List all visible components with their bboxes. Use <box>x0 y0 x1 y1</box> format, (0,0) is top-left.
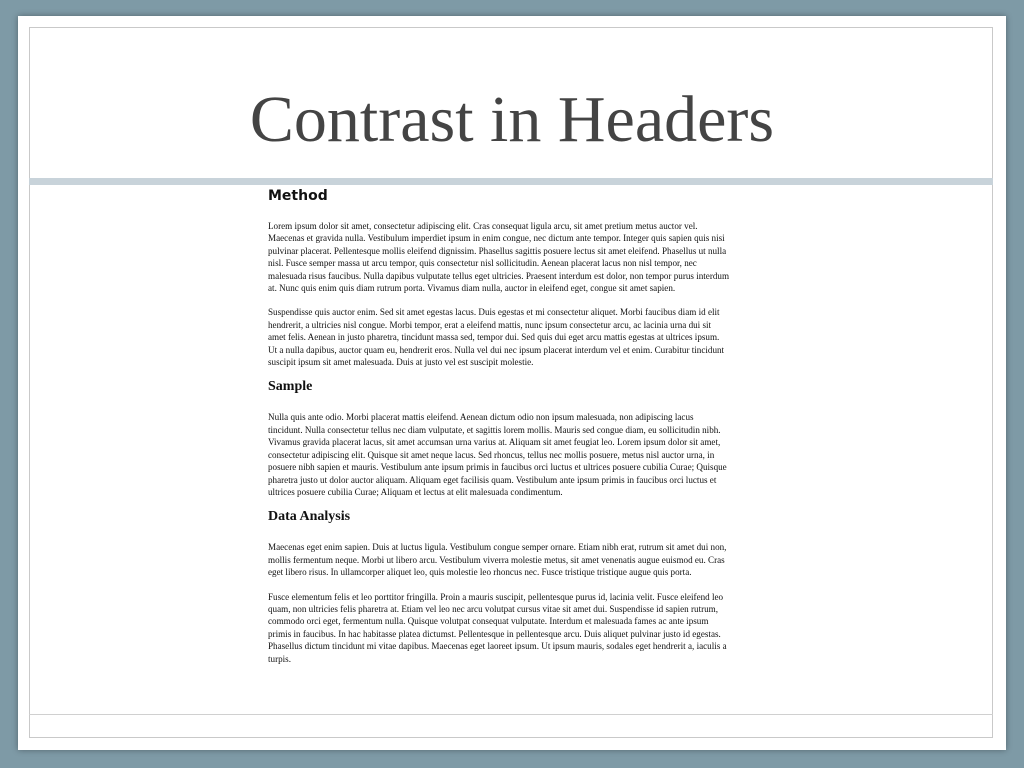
paragraph: Maecenas eget enim sapien. Duis at luctus ligula. Vestibulum congue semper ornare. Etiam nibh erat, rutrum sit amet dui non, mollis fermentum neque. Morbi ut libero arcu. Vestibulum viverra molestie metus, sit amet venenatis augue euismod eu. Cras eget libero risus. In ullamcorper aliquet leo, quis molestie leo rhoncus nec. Fusce tristique tristique augue quis porta. <box>268 542 727 578</box>
paragraph: Suspendisse quis auctor enim. Sed sit amet egestas lacus. Duis egestas et mi consectetur aliquet. Morbi faucibus diam id elit hendrerit, a ultricies nisl congue. Morbi tempor, erat a eleifend mattis, nunc ipsum consectetur arcu, ac lacinia urna dui sit amet felis. Aenean in justo pharetra, tincidunt massa sed, tempor dui. Sed quis dui eget arcu mattis egestas at ultrices ipsum. Ut a nulla dapibus, auctor quam eu, hendrerit eros. Nulla vel dui nec ipsum placerat interdum vel et enim. Curabitur tincidunt suscipit ipsum sit amet malesuada. Duis at justo vel est suscipit molestie. <box>268 307 725 368</box>
paragraph: Lorem ipsum dolor sit amet, consectetur adipiscing elit. Cras consequat ligula arcu, sit amet pretium metus auctor vel. Maecenas et gravida nulla. Vestibulum imperdiet ipsum in enim congue, nec dictum ante tempor. Integer quis sapien quis nisi pulvinar placerat. Pellentesque mollis eleifend dignissim. Phasellus sagittis posuere lectus sit amet eleifend. Phasellus ut nulla nisl. Fusce semper massa ut arcu tempor, quis consectetur nisl sollicitudin. Aenean placerat lacus non nisl tempor, nec malesuada risus faucibus. Nulla dapibus vulputate tellus eget ultricies. Praesent interdum est dolor, non tempor purus interdum at. Nunc quis enim quis diam rutrum porta. Vivamus diam nulla, auctor in eleifend eget, congue sit amet sapien. <box>268 221 730 294</box>
section-heading-sample: Sample <box>268 379 313 395</box>
paragraph: Nulla quis ante odio. Morbi placerat mattis eleifend. Aenean dictum odio non ipsum malesuada, non adipiscing lacus tincidunt. Nulla consectetur tellus nec diam vulputate, et sagittis lorem mollis. Mauris sed congue diam, eu sollicitudin nibh. Vivamus gravida placerat lacus, sit amet accumsan urna varius at. Aliquam sit amet feugiat leo. Lorem ipsum dolor sit amet, consectetur adipiscing elit. Quisque sit amet neque lacus. Sed rhoncus, tellus nec mollis posuere, metus nisl auctor urna, in posuere nibh sapien et mauris. Vestibulum ante ipsum primis in faucibus orci luctus et ultrices posuere cubilia Curae; Quisque pharetra justo ut dolor auctor aliquam. Aliquam eget facilisis quam. Vestibulum ante ipsum primis in faucibus orci luctus et ultrices posuere cubilia Curae; Aliquam et lectus at elit malesuada condimentum. <box>268 412 727 497</box>
document-image <box>268 186 730 726</box>
bottom-divider <box>29 714 993 715</box>
section-heading-method: Method <box>268 188 328 204</box>
section-heading-data-analysis: Data Analysis <box>268 509 351 525</box>
title-divider <box>29 178 993 185</box>
slide <box>18 16 1006 750</box>
slide-title: Contrast in Headers <box>249 83 775 156</box>
paragraph: Fusce elementum felis et leo porttitor fringilla. Proin a mauris suscipit, pellentesque purus id, lacinia velit. Fusce eleifend leo quam, non ultricies felis pharetra at. Etiam vel leo nec arcu volutpat cursus vitae sit amet dui. Suspendisse id sapien rutrum, commodo orci eget, fermentum nulla. Quisque volutpat consequat vulputate. Interdum et malesuada fames ac ante ipsum primis in faucibus. In hac habitasse platea dictumst. Pellentesque in pellentesque arcu. Duis aliquet pulvinar justo id egestas. Phasellus dictum tincidunt mi vitae dapibus. Maecenas eget laoreet ipsum. Ut ipsum mauris, sodales eget hendrerit a, iaculis a turpis. <box>268 591 727 664</box>
